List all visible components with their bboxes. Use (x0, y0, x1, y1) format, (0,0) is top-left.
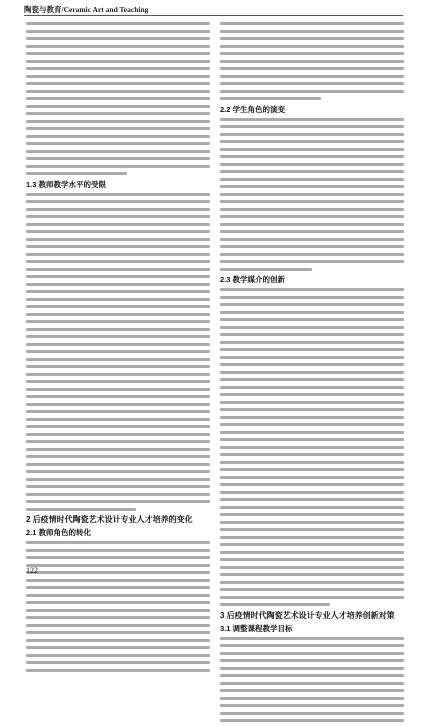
body-text-line (26, 455, 210, 458)
body-text-line (220, 644, 404, 647)
body-text-line (220, 170, 404, 173)
body-text-line (220, 573, 404, 576)
body-text-line (220, 408, 404, 411)
body-text-line (220, 596, 404, 599)
body-text-line (220, 566, 404, 569)
section-heading: 2.1 教师角色的转化 (26, 528, 92, 537)
body-text-line (26, 343, 210, 346)
body-text-line (220, 148, 404, 151)
body-text-line (220, 401, 404, 404)
body-text-line (26, 193, 210, 196)
body-text-line (220, 133, 404, 136)
body-text-line (220, 536, 404, 539)
body-text-line (220, 704, 404, 707)
body-text-line (220, 223, 404, 226)
body-text-line (220, 468, 404, 471)
body-text-line (220, 178, 404, 181)
body-text-line (26, 165, 210, 168)
section-heading: 3 后疫情时代陶瓷艺术设计专业人才培养创新对策 (220, 610, 395, 620)
body-text-line (220, 311, 404, 314)
body-text-line (26, 120, 210, 123)
body-text-line (220, 90, 404, 93)
body-text-line (26, 661, 210, 664)
body-text-line (220, 155, 404, 158)
body-text-line (220, 431, 404, 434)
body-text-line (26, 579, 210, 582)
body-text-line (26, 425, 210, 428)
body-text-line (26, 135, 210, 138)
body-text-line (26, 485, 210, 488)
body-text-line (220, 446, 404, 449)
section-heading: 2 后疫情时代陶瓷艺术设计专业人才培养的变化 (26, 515, 193, 524)
body-text-line (26, 350, 210, 353)
body-text-line (26, 470, 210, 473)
body-text-line (220, 588, 404, 591)
body-text-line (220, 543, 404, 546)
body-text-line (26, 586, 210, 589)
body-text-line (26, 541, 210, 544)
body-text-line (220, 423, 404, 426)
body-text-line (220, 268, 312, 271)
body-text-line (26, 373, 210, 376)
body-text-line (220, 82, 404, 85)
body-text-line (220, 118, 404, 121)
body-text-line (26, 433, 210, 436)
page-number: 122 (26, 566, 38, 575)
body-text-line (26, 305, 210, 308)
body-text-line (26, 112, 210, 115)
body-text-line (26, 463, 210, 466)
body-text-line (220, 37, 404, 40)
body-text-line (26, 395, 210, 398)
body-text-line (220, 348, 404, 351)
body-text-line (220, 318, 404, 321)
body-text-line (26, 223, 210, 226)
body-text-line (220, 296, 404, 299)
body-text-line (220, 453, 404, 456)
body-text-line (220, 551, 404, 554)
body-text-line (26, 60, 210, 63)
body-text-line (220, 356, 404, 359)
body-text-line (220, 288, 404, 291)
body-text-line (26, 594, 210, 597)
body-text-line (26, 478, 210, 481)
body-text-line (220, 498, 404, 501)
body-text-line (26, 283, 210, 286)
body-text-line (220, 215, 404, 218)
body-text-line (26, 37, 210, 40)
body-text-line (220, 603, 330, 606)
body-text-line (26, 639, 210, 642)
body-text-line (26, 403, 210, 406)
body-text-line (26, 388, 210, 391)
body-text-line (26, 380, 210, 383)
body-text-line (220, 333, 404, 336)
body-text-line (26, 564, 210, 567)
body-text-line (220, 682, 404, 685)
body-text-line (26, 208, 210, 211)
body-text-line (26, 97, 210, 100)
body-text-line (220, 230, 404, 233)
body-text-line (220, 652, 404, 655)
body-text-line (220, 659, 404, 662)
body-text-line (220, 712, 404, 715)
right-column (220, 22, 404, 727)
body-text-line (220, 438, 404, 441)
section-heading: 1.3 教师教学水平的受限 (26, 179, 107, 189)
body-text-line (220, 393, 404, 396)
body-text-line (26, 245, 210, 248)
body-text-line (220, 30, 404, 33)
body-text-line (26, 82, 210, 85)
body-text-line (26, 654, 210, 657)
body-text-line (220, 200, 404, 203)
body-text-line (26, 52, 210, 55)
body-text-line (26, 609, 210, 612)
body-text-line (26, 260, 210, 263)
body-text-line (220, 378, 404, 381)
body-text-line (220, 637, 404, 640)
body-text-line (26, 493, 210, 496)
body-text-line (220, 163, 404, 166)
body-text-line (26, 418, 210, 421)
body-text-line (26, 253, 210, 256)
body-text-line (220, 67, 404, 70)
body-text-line (220, 22, 404, 25)
body-text-line (220, 513, 404, 516)
body-text-line (26, 75, 210, 78)
body-text-line (26, 230, 210, 233)
body-text-line (26, 328, 210, 331)
body-text-line (26, 410, 210, 413)
body-text-line (220, 483, 404, 486)
body-text-line (26, 142, 210, 145)
body-text-line (26, 669, 210, 672)
body-text-line (26, 624, 210, 627)
body-text-line (26, 290, 210, 293)
body-text-line (220, 558, 404, 561)
body-text-line (220, 528, 404, 531)
body-text-line (26, 320, 210, 323)
body-text-line (26, 365, 210, 368)
body-text-line (220, 697, 404, 700)
body-text-line (26, 200, 210, 203)
body-text-line (220, 326, 404, 329)
body-text-line (220, 208, 404, 211)
body-text-line (26, 571, 210, 574)
body-text-line (26, 215, 210, 218)
body-text-line (26, 275, 210, 278)
section-heading: 2.3 教学媒介的创新 (220, 275, 286, 284)
body-text-line (220, 341, 404, 344)
body-text-line (220, 245, 404, 248)
body-text-line (26, 22, 210, 25)
body-text-line (26, 646, 210, 649)
body-text-line (26, 448, 210, 451)
body-text-line (220, 260, 404, 263)
body-text-line (220, 45, 404, 48)
body-text-line (220, 125, 404, 128)
body-text-line (220, 363, 404, 366)
body-text-line (26, 67, 210, 70)
body-text-line (220, 75, 404, 78)
body-text-line (220, 253, 404, 256)
body-text-line (26, 549, 210, 552)
body-text-line (26, 298, 210, 301)
body-text-line (220, 52, 404, 55)
body-text-line (220, 185, 404, 188)
body-text-line (220, 506, 404, 509)
journal-header: 陶瓷与教育/Ceramic Art and Teaching (24, 5, 149, 14)
body-text-line (220, 97, 321, 100)
body-text-line (26, 172, 127, 175)
body-text-line (26, 335, 210, 338)
body-text-line (26, 631, 210, 634)
body-text-line (220, 521, 404, 524)
body-text-line (26, 508, 136, 511)
section-heading: 2.2 学生角色的演变 (220, 104, 286, 114)
body-text-line (26, 157, 210, 160)
body-text-line (26, 601, 210, 604)
body-text-line (220, 719, 404, 722)
body-text-line (220, 491, 404, 494)
body-text-line (26, 45, 210, 48)
body-text-line (26, 313, 210, 316)
section-heading: 3.1 调整课程教学目标 (220, 623, 293, 633)
body-text-line (26, 358, 210, 361)
body-text-line (26, 150, 210, 153)
body-text-line (220, 371, 404, 374)
body-text-line (220, 303, 404, 306)
body-text-line (220, 674, 404, 677)
body-text-line (26, 268, 210, 271)
body-text-line (26, 90, 210, 93)
body-text-line (26, 30, 210, 33)
body-text-line (220, 416, 404, 419)
body-text-line (220, 581, 404, 584)
body-text-line (26, 127, 210, 130)
body-text-line (26, 238, 210, 241)
body-text-line (26, 556, 210, 559)
body-text-line (220, 476, 404, 479)
body-text-line (220, 461, 404, 464)
body-text-line (220, 60, 404, 63)
body-text-line (26, 105, 210, 108)
body-text-line (220, 140, 404, 143)
body-text-line (220, 193, 404, 196)
body-text-line (220, 689, 404, 692)
body-text-line (220, 386, 404, 389)
header-divider (24, 15, 403, 16)
body-text-line (26, 440, 210, 443)
left-column (26, 22, 210, 676)
body-text-line (220, 238, 404, 241)
body-text-line (26, 500, 210, 503)
body-text-line (220, 667, 404, 670)
body-text-line (26, 616, 210, 619)
